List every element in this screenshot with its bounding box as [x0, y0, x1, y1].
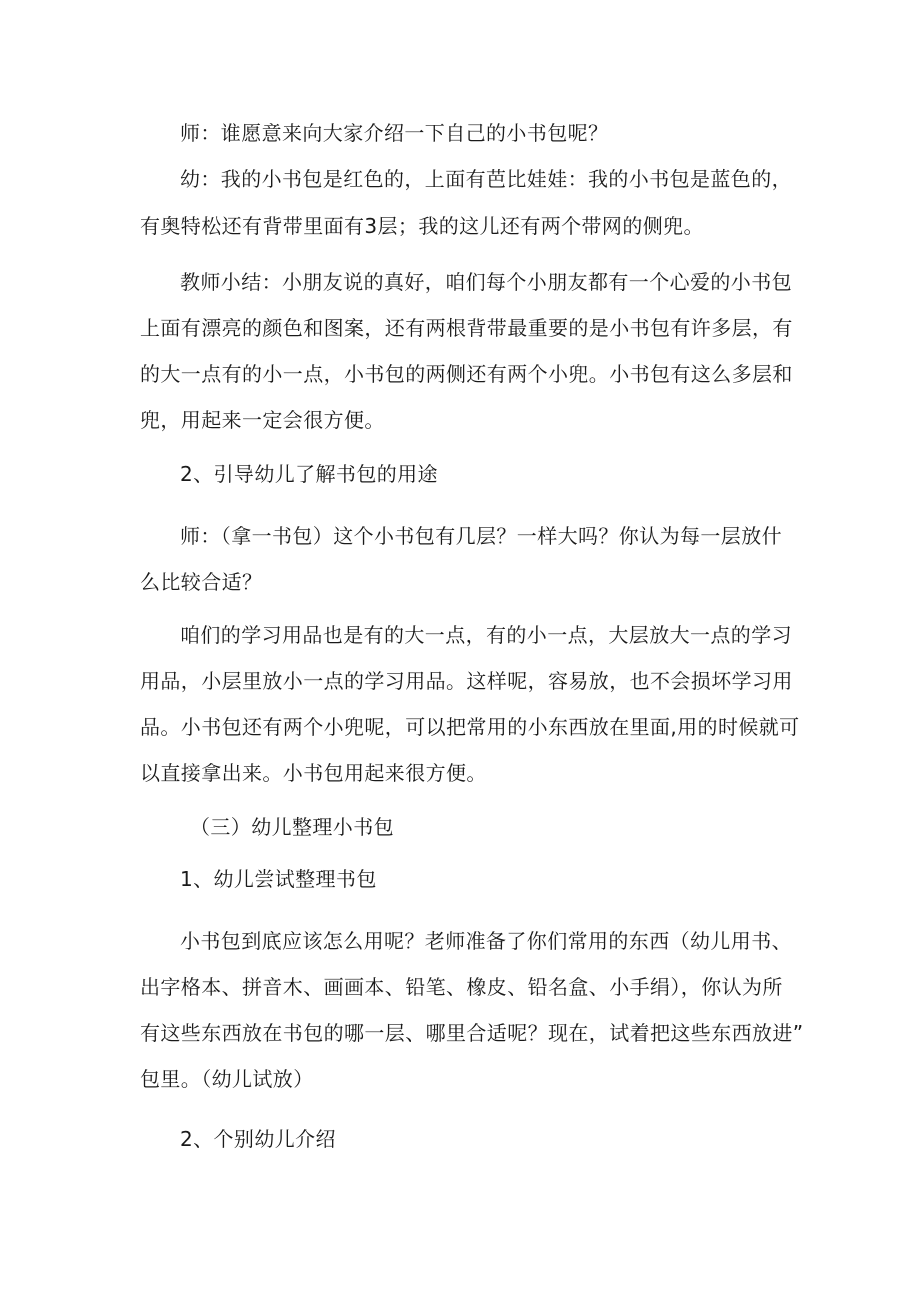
paragraph-line: 教师小结：小朋友说的真好，咱们每个小朋友都有一个心爱的小书包 — [180, 270, 792, 294]
paragraph-line: 出字格本、拼音木、画画本、铅笔、橡皮、铅名盒、小手绢），你认为所 — [140, 975, 783, 999]
paragraph-line: 以直接拿出来。小书包用起来很方便。 — [140, 761, 487, 785]
paragraph-line: 师：（拿一书包）这个小书包有几层？一样大吗？你认为每一层放什 — [180, 524, 782, 548]
paragraph-line: 兜，用起来一定会很方便。 — [140, 408, 385, 432]
paragraph-line: 的大一点有的小一点，小书包的两侧还有两个小兜。小书包有这么多层和 — [140, 362, 793, 386]
section-heading: 2、引导幼儿了解书包的用途 — [180, 462, 438, 486]
paragraph-line: 师：谁愿意来向大家介绍一下自己的小书包呢？ — [180, 121, 609, 145]
paragraph-line: 小书包到底应该怎么用呢？老师准备了你们常用的东西（幼儿用书、 — [180, 929, 792, 953]
paragraph-line: 有这些东西放在书包的哪一层、哪里合适呢？现在，试着把这些东西放进” — [140, 1021, 804, 1045]
paragraph-line: 有奥特松还有背带里面有3层；我的这儿还有两个带网的侧兜。 — [140, 214, 704, 238]
paragraph-line: 上面有漂亮的颜色和图案，还有两根背带最重要的是小书包有许多层，有 — [140, 316, 793, 340]
paragraph-line: 幼：我的小书包是红色的，上面有芭比娃娃：我的小书包是蓝色的， — [180, 167, 792, 191]
section-heading: 2、个别幼儿介绍 — [180, 1127, 336, 1151]
paragraph-line: 咱们的学习用品也是有的大一点，有的小一点，大层放大一点的学习 — [180, 623, 792, 647]
section-heading: （三）幼儿整理小书包 — [190, 815, 394, 839]
section-heading: 1、幼儿尝试整理书包 — [180, 867, 377, 891]
paragraph-line: 用品，小层里放小一点的学习用品。这样呢，容易放，也不会损坏学习用 — [140, 669, 793, 693]
paragraph-line: 品。小书包还有两个小兜呢，可以把常用的小东西放在里面,用的时候就可 — [140, 715, 800, 739]
paragraph-line: 么比较合适？ — [140, 570, 263, 594]
paragraph-line: 包里。（幼儿试放） — [140, 1067, 314, 1091]
